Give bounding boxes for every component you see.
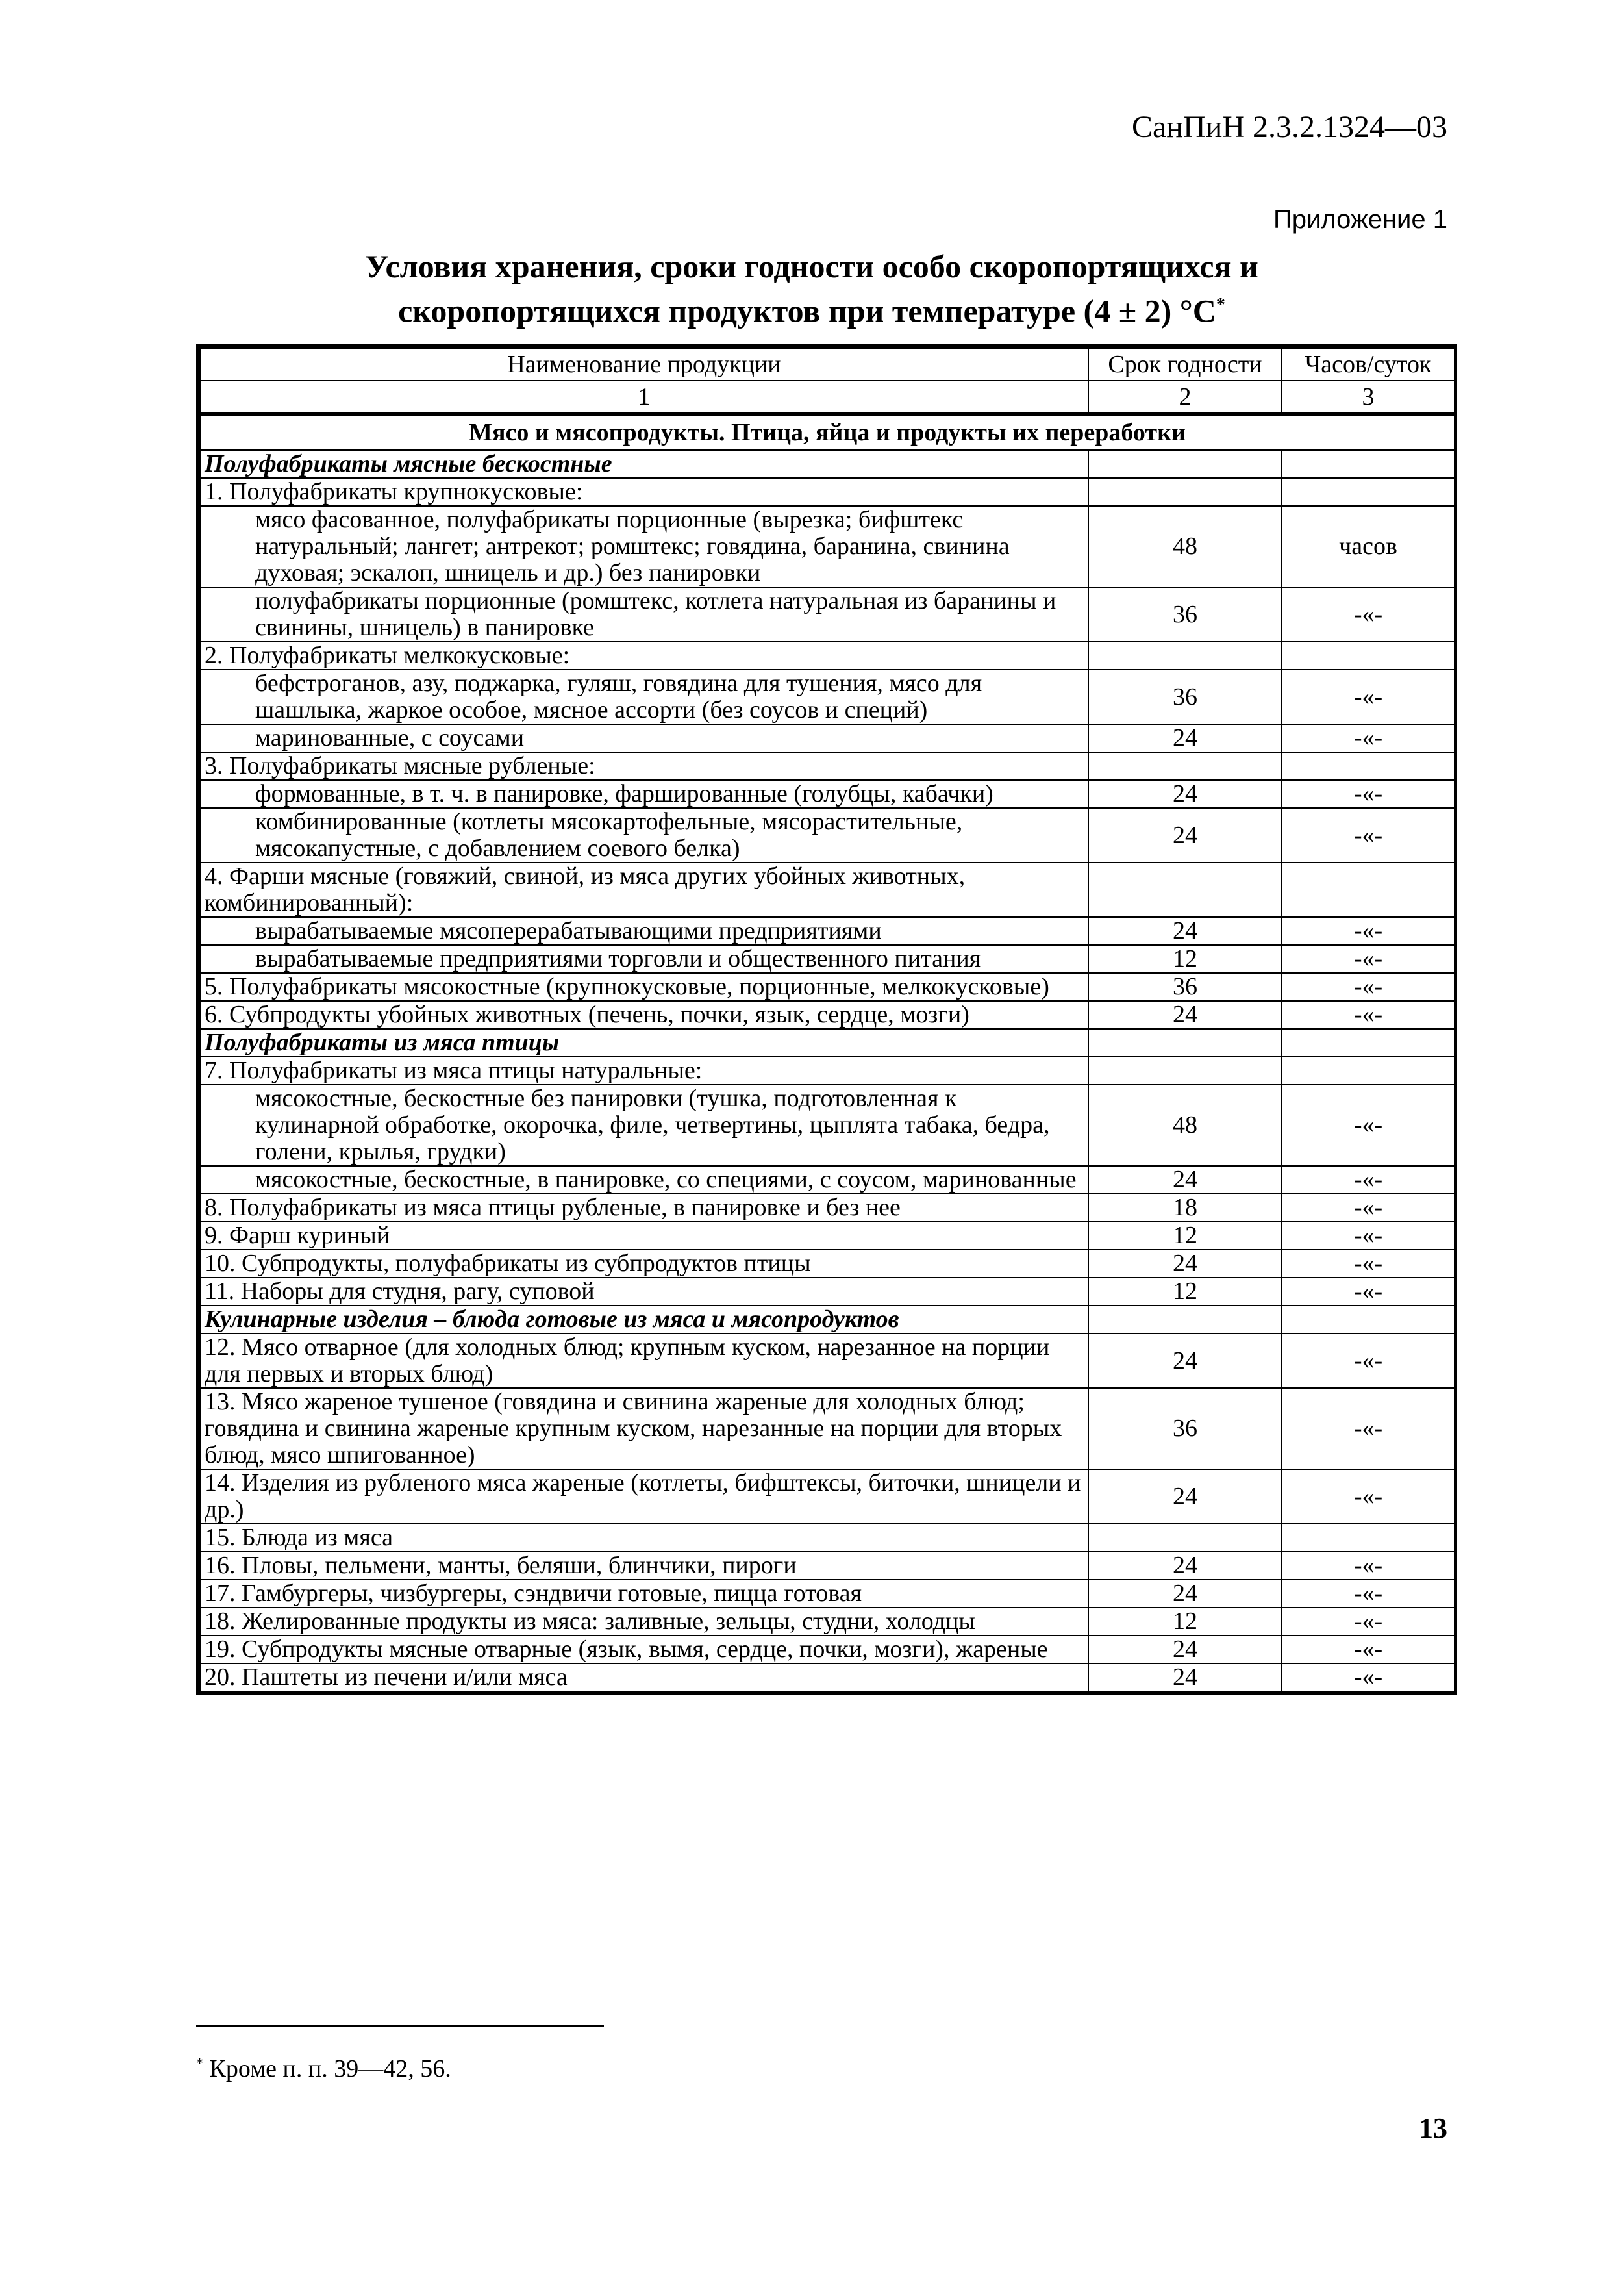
- column-number-2: 2: [1088, 381, 1282, 414]
- shelf-life-cell: 24: [1088, 1580, 1282, 1608]
- product-name-cell: маринованные, с соусами: [200, 724, 1088, 752]
- header-product-name: Наименование продукции: [200, 348, 1088, 381]
- shelf-life-cell: 24: [1088, 724, 1282, 752]
- product-name-cell: 10. Субпродукты, полуфабрикаты из субпродуктов птицы: [200, 1250, 1088, 1278]
- unit-cell: -«-: [1282, 973, 1455, 1001]
- product-name-cell: 20. Паштеты из печени и/или мяса: [200, 1663, 1088, 1691]
- product-name-cell: полуфабрикаты порционные (ромштекс, котлета натуральная из баранины и свинины, шницель) в панировке: [200, 587, 1088, 642]
- table-row: [200, 1222, 1455, 1250]
- shelf-life-cell: 36: [1088, 670, 1282, 724]
- table-row: [200, 1388, 1455, 1469]
- shelf-life-cell: [1088, 642, 1282, 670]
- shelf-life-cell: 24: [1088, 1166, 1282, 1194]
- unit-cell: -«-: [1282, 780, 1455, 808]
- product-name-cell: Полуфабрикаты мясные бескостные: [200, 450, 1088, 478]
- shelf-life-cell: 24: [1088, 1636, 1282, 1663]
- table-row: [200, 724, 1455, 752]
- footnote-text: Кроме п. п. 39—42, 56.: [209, 2055, 451, 2082]
- header-unit: Часов/суток: [1282, 348, 1455, 381]
- table-row: [200, 1636, 1455, 1663]
- table-row: [200, 1580, 1455, 1608]
- unit-cell: [1282, 450, 1455, 478]
- shelf-life-cell: 24: [1088, 1552, 1282, 1580]
- table-row: [200, 1663, 1455, 1691]
- table-row: [200, 1469, 1455, 1524]
- table-row: [200, 780, 1455, 808]
- product-name-cell: мясокостные, бескостные без панировки (тушка, подготовленная к кулинарной обработке, окорочка, филе, четвертины, цыплята табака, бедра, голени, крылья, грудки): [200, 1085, 1088, 1166]
- title-line-2-text: скоропортящихся продуктов при температуре (4 ± 2) °С: [398, 292, 1216, 329]
- shelf-life-cell: [1088, 1524, 1282, 1552]
- table-row: [200, 1057, 1455, 1085]
- unit-cell: -«-: [1282, 1552, 1455, 1580]
- unit-cell: -«-: [1282, 1469, 1455, 1524]
- product-name-cell: Кулинарные изделия – блюда готовые из мяса и мясопродуктов: [200, 1306, 1088, 1333]
- shelf-life-cell: 12: [1088, 1222, 1282, 1250]
- column-number-3: 3: [1282, 381, 1455, 414]
- product-name-cell: 11. Наборы для студня, рагу, суповой: [200, 1278, 1088, 1306]
- table-row: [200, 1166, 1455, 1194]
- storage-table-frame: [196, 344, 1457, 1695]
- product-name-cell: формованные, в т. ч. в панировке, фаршированные (голубцы, кабачки): [200, 780, 1088, 808]
- column-number-1: 1: [200, 381, 1088, 414]
- table-row: [200, 863, 1455, 917]
- product-name-cell: 18. Желированные продукты из мяса: заливные, зельцы, студни, холодцы: [200, 1608, 1088, 1636]
- shelf-life-cell: [1088, 478, 1282, 506]
- shelf-life-cell: [1088, 450, 1282, 478]
- unit-cell: -«-: [1282, 1085, 1455, 1166]
- shelf-life-cell: 24: [1088, 1469, 1282, 1524]
- shelf-life-cell: 24: [1088, 1001, 1282, 1029]
- table-row: [200, 1608, 1455, 1636]
- footnote: [196, 2054, 451, 2083]
- table-row: [200, 1250, 1455, 1278]
- product-name-cell: 3. Полуфабрикаты мясные рубленые:: [200, 752, 1088, 780]
- table-row: [200, 752, 1455, 780]
- shelf-life-cell: 12: [1088, 1278, 1282, 1306]
- title-line-1: Условия хранения, сроки годности особо скоропортящихся и: [365, 248, 1258, 284]
- unit-cell: -«-: [1282, 1608, 1455, 1636]
- shelf-life-cell: 24: [1088, 808, 1282, 863]
- storage-table: [199, 347, 1455, 1692]
- unit-cell: -«-: [1282, 917, 1455, 945]
- product-name-cell: 15. Блюда из мяса: [200, 1524, 1088, 1552]
- table-row: [200, 1001, 1455, 1029]
- product-name-cell: бефстроганов, азу, поджарка, гуляш, говядина для тушения, мясо для шашлыка, жаркое особое, мясное ассорти (без соусов и специй): [200, 670, 1088, 724]
- unit-cell: [1282, 1057, 1455, 1085]
- product-name-cell: 7. Полуфабрикаты из мяса птицы натуральные:: [200, 1057, 1088, 1085]
- shelf-life-cell: 24: [1088, 780, 1282, 808]
- shelf-life-cell: 18: [1088, 1194, 1282, 1222]
- title-footnote-mark: *: [1216, 295, 1225, 315]
- column-number-row: [200, 381, 1455, 414]
- product-name-cell: 8. Полуфабрикаты из мяса птицы рубленые, в панировке и без нее: [200, 1194, 1088, 1222]
- unit-cell: -«-: [1282, 587, 1455, 642]
- product-name-cell: комбинированные (котлеты мясокартофельные, мясорастительные, мясокапустные, с добавлением соевого белка): [200, 808, 1088, 863]
- product-name-cell: 6. Субпродукты убойных животных (печень, почки, язык, сердце, мозги): [200, 1001, 1088, 1029]
- page-number: 13: [1419, 2112, 1447, 2144]
- shelf-life-cell: [1088, 1306, 1282, 1333]
- shelf-life-cell: 36: [1088, 1388, 1282, 1469]
- footnote-divider: [196, 2025, 604, 2027]
- product-name-cell: 17. Гамбургеры, чизбургеры, сэндвичи готовые, пицца готовая: [200, 1580, 1088, 1608]
- shelf-life-cell: 12: [1088, 945, 1282, 973]
- shelf-life-cell: 24: [1088, 917, 1282, 945]
- shelf-life-cell: [1088, 752, 1282, 780]
- shelf-life-cell: [1088, 1057, 1282, 1085]
- table-row: [200, 506, 1455, 587]
- title-line-2: [195, 286, 1429, 331]
- product-name-cell: 5. Полуфабрикаты мясокостные (крупнокусковые, порционные, мелкокусковые): [200, 973, 1088, 1001]
- shelf-life-cell: 36: [1088, 973, 1282, 1001]
- unit-cell: -«-: [1282, 1166, 1455, 1194]
- unit-cell: -«-: [1282, 670, 1455, 724]
- table-row: [200, 478, 1455, 506]
- unit-cell: -«-: [1282, 1333, 1455, 1388]
- product-name-cell: 2. Полуфабрикаты мелкокусковые:: [200, 642, 1088, 670]
- table-row: [200, 670, 1455, 724]
- table-row: [200, 973, 1455, 1001]
- table-header-row: [200, 348, 1455, 381]
- shelf-life-cell: [1088, 863, 1282, 917]
- unit-cell: -«-: [1282, 1636, 1455, 1663]
- unit-cell: [1282, 863, 1455, 917]
- table-row: [200, 945, 1455, 973]
- product-name-cell: 14. Изделия из рубленого мяса жареные (котлеты, бифштексы, биточки, шницели и др.): [200, 1469, 1088, 1524]
- shelf-life-cell: 24: [1088, 1250, 1282, 1278]
- table-row: [200, 917, 1455, 945]
- unit-cell: -«-: [1282, 1222, 1455, 1250]
- table-row: [200, 1194, 1455, 1222]
- document-code: СанПиН 2.3.2.1324—03: [1131, 110, 1447, 144]
- table-row: [200, 450, 1455, 478]
- product-name-cell: 4. Фарши мясные (говяжий, свиной, из мяса других убойных животных, комбинированный):: [200, 863, 1088, 917]
- product-name-cell: мясо фасованное, полуфабрикаты порционные (вырезка; бифштекс натуральный; лангет; антрекот; ромштекс; говядина, баранина, свинина духовая; эскалоп, шницель и др.) без панировки: [200, 506, 1088, 587]
- unit-cell: [1282, 478, 1455, 506]
- table-row: [200, 808, 1455, 863]
- table-row: [200, 1085, 1455, 1166]
- unit-cell: -«-: [1282, 1194, 1455, 1222]
- unit-cell: -«-: [1282, 1278, 1455, 1306]
- product-name-cell: вырабатываемые мясоперерабатывающими предприятиями: [200, 917, 1088, 945]
- shelf-life-cell: 48: [1088, 1085, 1282, 1166]
- unit-cell: -«-: [1282, 1388, 1455, 1469]
- shelf-life-cell: 12: [1088, 1608, 1282, 1636]
- shelf-life-cell: 36: [1088, 587, 1282, 642]
- product-name-cell: 1. Полуфабрикаты крупнокусковые:: [200, 478, 1088, 506]
- unit-cell: -«-: [1282, 1663, 1455, 1691]
- product-name-cell: 19. Субпродукты мясные отварные (язык, вымя, сердце, почки, мозги), жареные: [200, 1636, 1088, 1663]
- section-title: Мясо и мясопродукты. Птица, яйца и продукты их переработки: [200, 414, 1455, 451]
- unit-cell: [1282, 1524, 1455, 1552]
- shelf-life-cell: 24: [1088, 1333, 1282, 1388]
- unit-cell: -«-: [1282, 724, 1455, 752]
- header-shelf-life: Срок годности: [1088, 348, 1282, 381]
- shelf-life-cell: 24: [1088, 1663, 1282, 1691]
- unit-cell: -«-: [1282, 1580, 1455, 1608]
- unit-cell: -«-: [1282, 945, 1455, 973]
- product-name-cell: Полуфабрикаты из мяса птицы: [200, 1029, 1088, 1057]
- table-row: [200, 1029, 1455, 1057]
- unit-cell: -«-: [1282, 1250, 1455, 1278]
- footnote-mark: *: [196, 2054, 203, 2071]
- unit-cell: [1282, 1029, 1455, 1057]
- appendix-label: Приложение 1: [1273, 205, 1447, 234]
- table-row: [200, 1333, 1455, 1388]
- table-row: [200, 1278, 1455, 1306]
- unit-cell: часов: [1282, 506, 1455, 587]
- storage-table-body: [200, 348, 1455, 1691]
- product-name-cell: 12. Мясо отварное (для холодных блюд; крупным куском, нарезанное на порции для первых и вторых блюд): [200, 1333, 1088, 1388]
- unit-cell: [1282, 642, 1455, 670]
- unit-cell: -«-: [1282, 808, 1455, 863]
- table-row: [200, 1552, 1455, 1580]
- unit-cell: [1282, 1306, 1455, 1333]
- product-name-cell: 13. Мясо жареное тушеное (говядина и свинина жареные для холодных блюд; говядина и свинина жареные крупным куском, нарезанные на порции для вторых блюд, мясо шпигованное): [200, 1388, 1088, 1469]
- unit-cell: [1282, 752, 1455, 780]
- page-title: [195, 247, 1429, 331]
- product-name-cell: вырабатываемые предприятиями торговли и общественного питания: [200, 945, 1088, 973]
- product-name-cell: мясокостные, бескостные, в панировке, со специями, с соусом, маринованные: [200, 1166, 1088, 1194]
- table-row: [200, 642, 1455, 670]
- shelf-life-cell: [1088, 1029, 1282, 1057]
- table-row: [200, 1524, 1455, 1552]
- unit-cell: -«-: [1282, 1001, 1455, 1029]
- product-name-cell: 16. Пловы, пельмени, манты, беляши, блинчики, пироги: [200, 1552, 1088, 1580]
- product-name-cell: 9. Фарш куриный: [200, 1222, 1088, 1250]
- table-row: [200, 587, 1455, 642]
- table-row: [200, 1306, 1455, 1333]
- section-row: [200, 414, 1455, 451]
- shelf-life-cell: 48: [1088, 506, 1282, 587]
